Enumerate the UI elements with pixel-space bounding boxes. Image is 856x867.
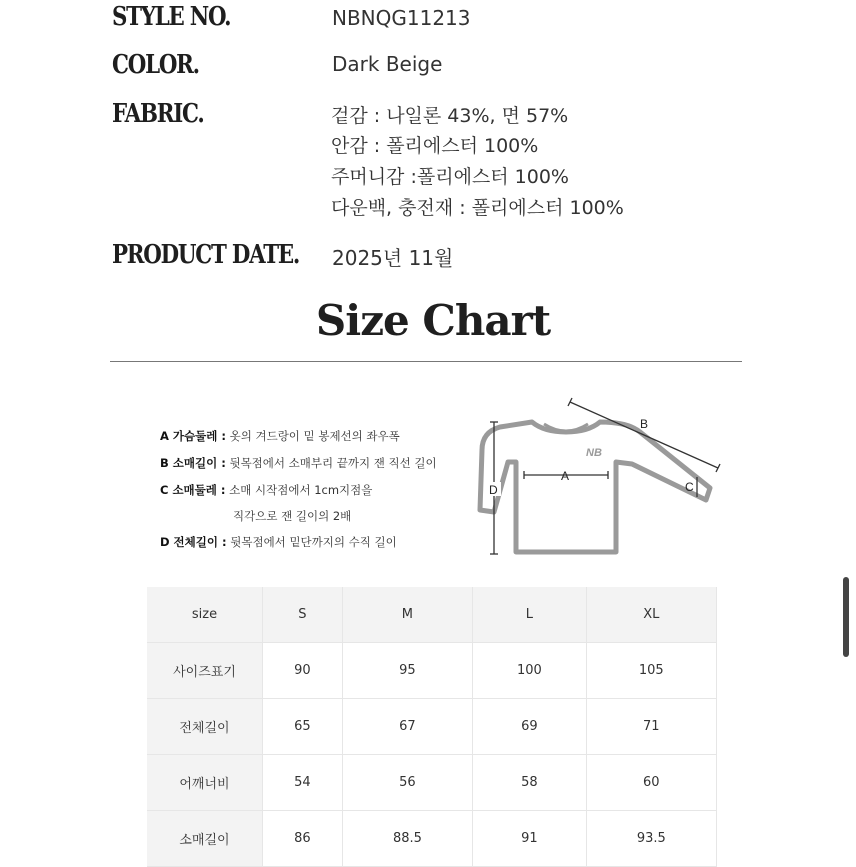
legend-item-sleeve-width: [160, 482, 372, 498]
table-cell: 88.5: [343, 811, 473, 867]
fabric-line-outer: 겉감 : 나일론 43%, 면 57%: [331, 105, 569, 127]
title-divider: [110, 361, 742, 362]
table-row: [147, 699, 717, 755]
table-cell: 91: [473, 811, 587, 867]
table-cell: 93.5: [587, 811, 717, 867]
product-date-label: PRODUCT DATE.: [112, 240, 300, 270]
table-cell: 95: [343, 643, 473, 699]
label-c: C: [685, 480, 694, 494]
fabric-label: FABRIC.: [112, 99, 204, 129]
nb-logo-icon: NB: [586, 447, 602, 459]
legend-key: D 전체길이 :: [160, 535, 227, 549]
label-b: B: [640, 417, 649, 431]
fabric-line-lining: 안감 : 폴리에스터 100%: [331, 135, 539, 157]
style-no-label: STYLE NO.: [112, 2, 231, 32]
table-row: [147, 811, 717, 867]
row-label: 전체길이: [147, 699, 263, 755]
legend-key: B 소매길이 :: [160, 456, 226, 470]
legend-text: 뒷목점에서 밑단까지의 수직 길이: [226, 535, 397, 549]
table-cell: 58: [473, 755, 587, 811]
header-cell-size: size: [147, 587, 263, 643]
table-row: [147, 643, 717, 699]
table-row: [147, 755, 717, 811]
table-cell: 71: [587, 699, 717, 755]
garment-diagram: [470, 392, 730, 562]
legend-key: A 가슴둘레 :: [160, 429, 226, 443]
header-cell-l: L: [473, 587, 587, 643]
table-cell: 86: [263, 811, 343, 867]
table-cell: 90: [263, 643, 343, 699]
style-no-value: NBNQG11213: [332, 6, 471, 30]
table-cell: 100: [473, 643, 587, 699]
header-cell-xl: XL: [587, 587, 717, 643]
fabric-line-filling: 다운백, 충전재 : 폴리에스터 100%: [331, 197, 624, 219]
size-table: [147, 587, 717, 867]
header-cell-m: M: [343, 587, 473, 643]
label-a: A: [561, 469, 570, 483]
row-label: 사이즈표기: [147, 643, 263, 699]
fabric-line-pocket: 주머니감 :폴리에스터 100%: [331, 166, 569, 188]
row-label: 어깨너비: [147, 755, 263, 811]
table-cell: 60: [587, 755, 717, 811]
color-value: Dark Beige: [332, 52, 443, 76]
size-chart-title: Size Chart: [315, 296, 551, 345]
legend-item-total-length: [160, 534, 397, 550]
legend-text: 옷의 겨드랑이 밑 봉제선의 좌우폭: [225, 429, 400, 443]
product-date-value: 2025년 11월: [332, 246, 454, 270]
table-cell: 69: [473, 699, 587, 755]
legend-key: C 소매둘레 :: [160, 483, 226, 497]
table-cell: 105: [587, 643, 717, 699]
label-d: D: [489, 483, 498, 497]
legend-text: 소매 시작점에서 1cm지점을: [225, 483, 373, 497]
table-header-row: [147, 587, 717, 643]
table-cell: 54: [263, 755, 343, 811]
legend-item-chest: [160, 428, 400, 444]
scrollbar-thumb[interactable]: [843, 577, 849, 657]
legend-text: 뒷목점에서 소매부리 끝까지 잰 직선 길이: [225, 456, 437, 470]
legend-item-sleeve-length: [160, 455, 437, 471]
color-label: COLOR.: [112, 50, 199, 80]
table-cell: 65: [263, 699, 343, 755]
table-cell: 56: [343, 755, 473, 811]
header-cell-s: S: [263, 587, 343, 643]
legend-item-sleeve-width-cont: 직각으로 잰 길이의 2배: [233, 509, 352, 523]
sweatshirt-outline: [480, 422, 710, 552]
table-cell: 67: [343, 699, 473, 755]
row-label: 소매길이: [147, 811, 263, 867]
